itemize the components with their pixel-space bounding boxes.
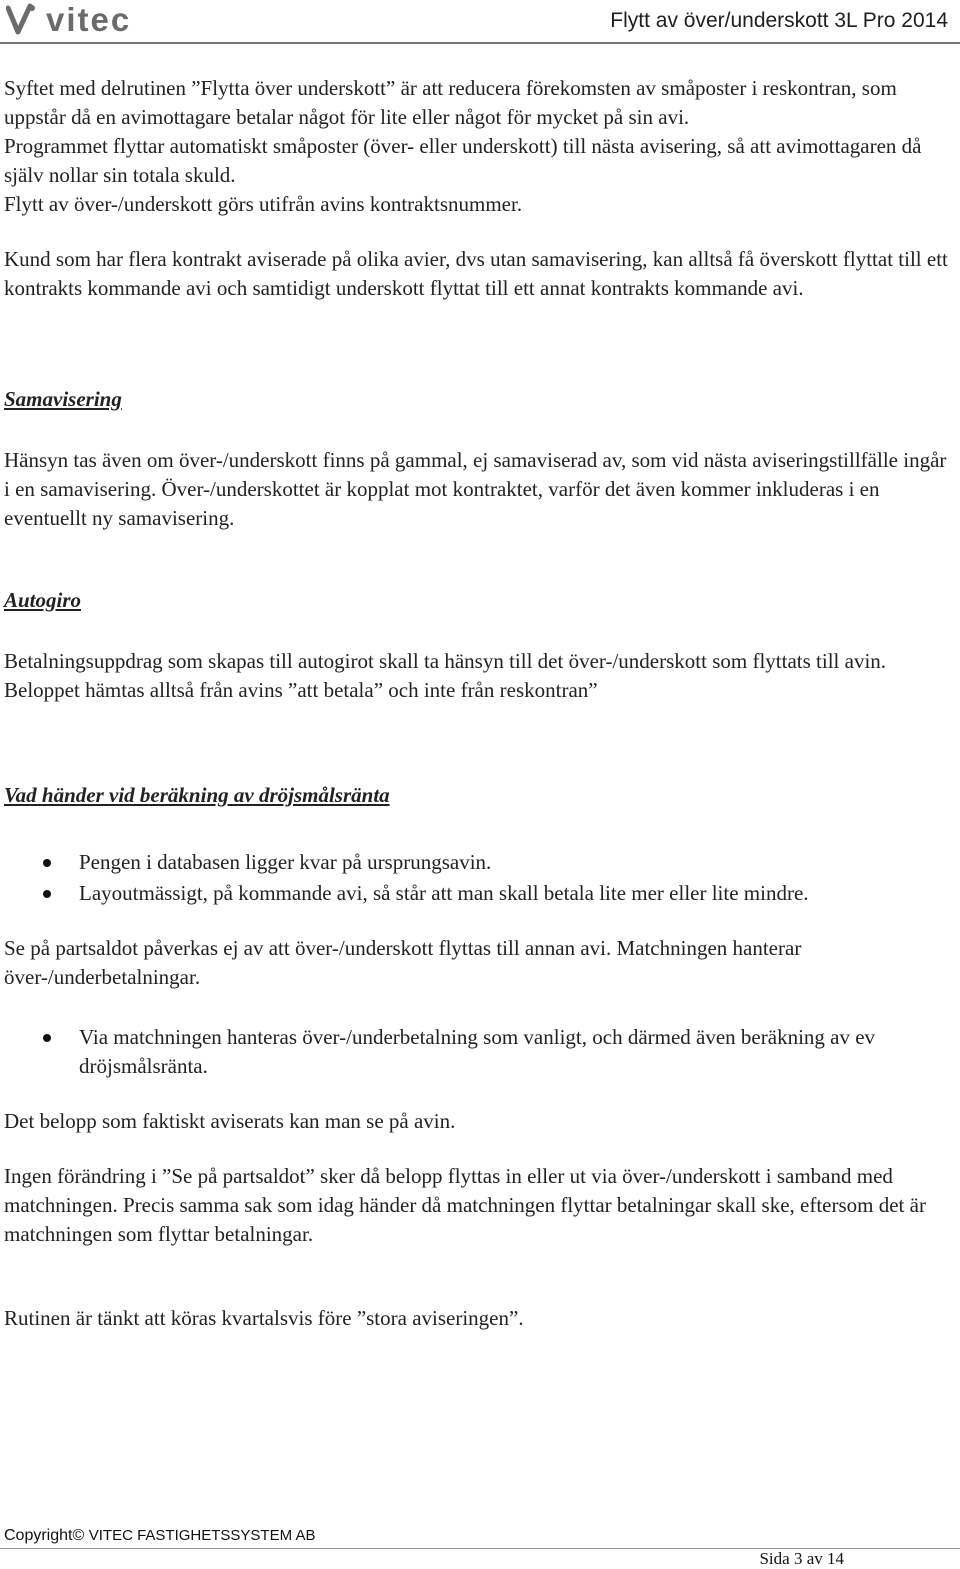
document-title: Flytt av över/underskott 3L Pro 2014 (610, 9, 948, 32)
logo-wordmark: vitec (46, 2, 132, 36)
company-name: VITEC FASTIGHETSSYSTEM AB (88, 1527, 316, 1544)
vitec-logo-icon (6, 2, 206, 36)
bullet-list-2 (4, 1023, 954, 1081)
vitec-logo (6, 2, 206, 36)
list-item (4, 848, 954, 877)
intro-sentence-1: Syftet med delrutinen ”Flytta över underskott” är att reducera förekomsten av småposter i reskontran, som uppstår då en avimottagare betalar något för lite eller något för mycket på sin avi. (4, 76, 897, 129)
copyright-label: Copyright (4, 1527, 73, 1544)
list-item-text: Via matchningen hanteras över-/underbetalning som vanligt, och därmed även beräkning av ev dröjsmålsränta. (79, 1025, 876, 1078)
intro-sentence-3: Flytt av över-/underskott görs utifrån avins kontraktsnummer. (4, 192, 523, 216)
page-footer (0, 1520, 960, 1566)
paragraph-autogiro: Betalningsuppdrag som skapas till autogirot skall ta hänsyn till det över-/underskott som flyttats till avin. Beloppet hämtas alltså från avins ”att betala” och inte från reskontran” (4, 649, 887, 702)
list-item (4, 879, 954, 908)
copyright-symbol: © (72, 1527, 85, 1544)
paragraph-samavisering: Hänsyn tas även om över-/underskott finns på gammal, ej samaviserad av, som vid nästa aviseringstillfälle ingår i en samavisering. Över-/underskottet är kopplat mot kontraktet, varför det även kommer inkluderas i en eventuellt ny samavisering. (4, 448, 947, 530)
page-number: Sida 3 av 14 (759, 1549, 844, 1568)
heading-autogiro: Autogiro (4, 588, 82, 612)
list-item (4, 1023, 954, 1081)
paragraph-rutinen: Rutinen är tänkt att köras kvartalsvis före ”stora aviseringen”. (4, 1306, 524, 1330)
page-body (4, 74, 954, 1333)
list-item-text: Layoutmässigt, på kommande avi, så står att man skall betala lite mer eller lite mindre. (79, 881, 809, 905)
bullet-icon (43, 890, 51, 898)
paragraph-belopp: Det belopp som faktiskt aviserats kan man se på avin. (4, 1109, 456, 1133)
bullet-icon (43, 1034, 51, 1042)
paragraph-kund: Kund som har flera kontrakt aviserade på olika avier, dvs utan samavisering, kan alltså få överskott flyttat till ett kontrakts kommande avi och samtidigt underskott flyttat till ett annat kontrakts kommande avi. (4, 247, 948, 300)
list-item-text: Pengen i databasen ligger kvar på ursprungsavin. (79, 850, 492, 874)
heading-drojsmalsranta: Vad händer vid beräkning av dröjsmålsränta (4, 783, 390, 807)
copyright-notice (4, 1527, 315, 1545)
bullet-icon (43, 859, 51, 867)
intro-sentence-2: Programmet flyttar automatiskt småposter (över- eller underskott) till nästa avisering, så att avimottagaren då själv nollar sin totala skuld. (4, 134, 922, 187)
bullet-list-1 (4, 848, 954, 908)
paragraph-partsaldot: Se på partsaldot påverkas ej av att över-/underskott flyttas till annan avi. Matchningen hanterar över-/underbetalningar. (4, 936, 802, 989)
page-header (0, 0, 960, 42)
heading-samavisering: Samavisering (4, 387, 122, 411)
paragraph-ingen-forandring: Ingen förändring i ”Se på partsaldot” sker då belopp flyttas in eller ut via över-/underskott i samband med matchningen. Precis samma sak som idag händer då matchningen flyttar betalningar skall ske, eftersom det är matchningen som flyttar betalningar. (4, 1164, 926, 1246)
header-divider (0, 42, 960, 44)
